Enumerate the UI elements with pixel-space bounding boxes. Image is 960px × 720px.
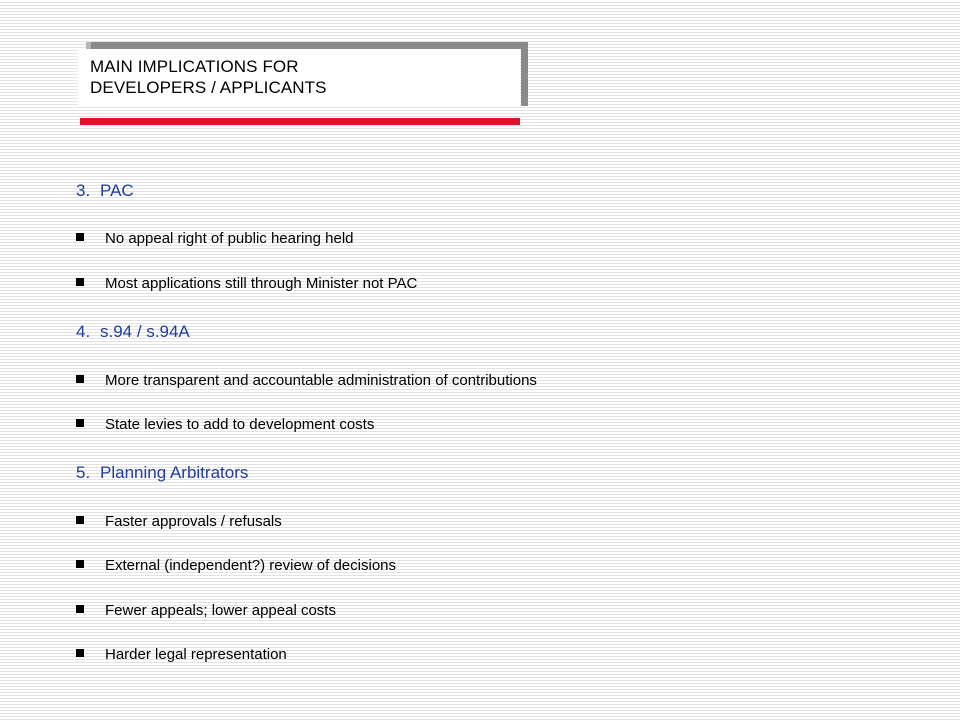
- square-bullet-icon: [76, 649, 84, 657]
- bullet-item: [76, 646, 287, 664]
- square-bullet-icon: [76, 560, 84, 568]
- square-bullet-icon: [76, 278, 84, 286]
- bullet-text: More transparent and accountable administration of contributions: [105, 372, 537, 389]
- square-bullet-icon: [76, 516, 84, 524]
- bullet-item: [76, 513, 282, 531]
- square-bullet-icon: [76, 419, 84, 427]
- bullet-text: Faster approvals / refusals: [105, 513, 282, 530]
- section-title: s.94 / s.94A: [100, 322, 190, 341]
- bullet-text: State levies to add to development costs: [105, 416, 375, 433]
- bullet-text: Fewer appeals; lower appeal costs: [105, 602, 336, 619]
- section-title: PAC: [100, 181, 134, 200]
- bullet-text: External (independent?) review of decisions: [105, 557, 396, 574]
- section-title: Planning Arbitrators: [100, 463, 249, 482]
- section-number: 3.: [76, 181, 91, 200]
- bullet-item: [76, 230, 354, 248]
- slide-title-line-2: DEVELOPERS / APPLICANTS: [90, 78, 327, 97]
- section-heading-pac: [76, 181, 134, 201]
- bullet-item: [76, 602, 336, 620]
- square-bullet-icon: [76, 375, 84, 383]
- section-heading-planning-arbitrators: [76, 463, 248, 483]
- bullet-text: Most applications still through Minister not PAC: [105, 275, 418, 292]
- bullet-text: Harder legal representation: [105, 646, 287, 663]
- section-heading-s94: [76, 322, 190, 342]
- slide-title-line-1: MAIN IMPLICATIONS FOR: [90, 57, 299, 76]
- section-number: 5.: [76, 463, 91, 482]
- bullet-item: [76, 557, 396, 575]
- bullet-item: [76, 416, 374, 434]
- square-bullet-icon: [76, 233, 84, 241]
- section-number: 4.: [76, 322, 91, 341]
- bullet-text: No appeal right of public hearing held: [105, 230, 354, 247]
- bullet-item: [76, 372, 537, 390]
- bullet-item: [76, 275, 417, 293]
- square-bullet-icon: [76, 605, 84, 613]
